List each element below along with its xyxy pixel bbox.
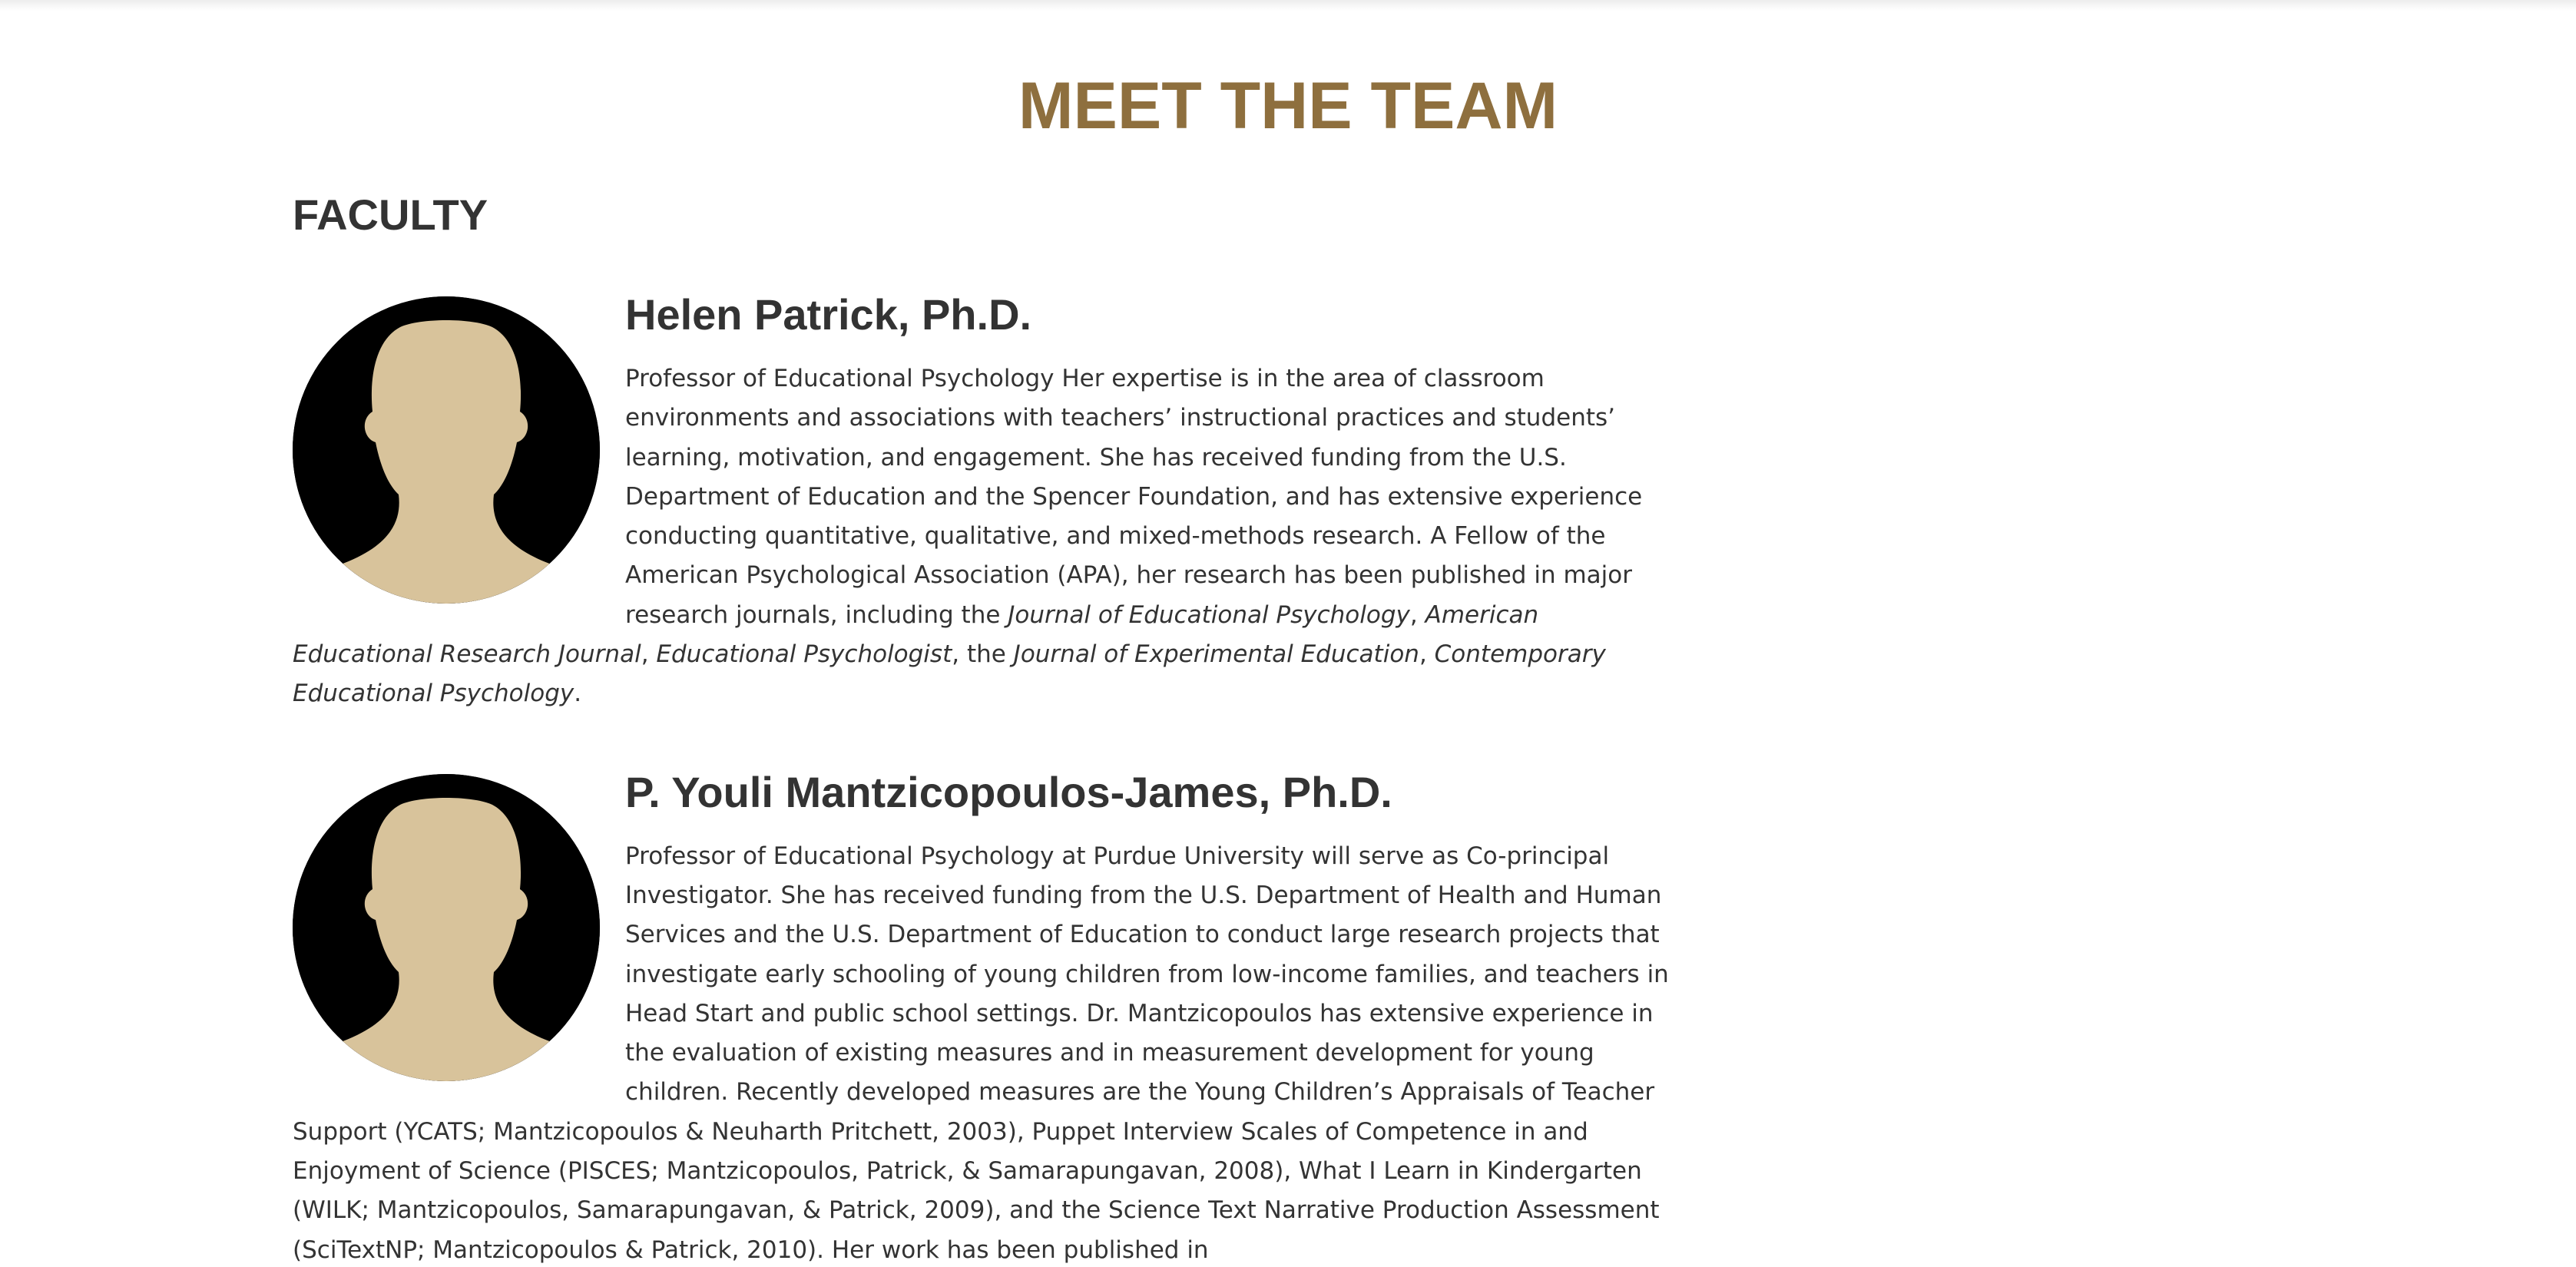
bio-journal-title: Journal of Experimental Education <box>1013 640 1419 669</box>
bio-text: , <box>641 640 657 669</box>
bio-text: . <box>574 680 582 708</box>
bio-journal-title: Journal of Educational Psychology <box>1008 600 1410 629</box>
faculty-heading: FACULTY <box>293 190 488 239</box>
member-name: P. Youli Mantzicopoulos-James, Ph.D. <box>625 767 1392 816</box>
user-silhouette-icon <box>293 296 600 604</box>
user-silhouette-icon <box>293 774 600 1081</box>
bio-text: , <box>1419 640 1435 669</box>
main-content <box>293 184 1683 1267</box>
team-member-card <box>293 287 1683 714</box>
member-bio: Professor of Educational Psychology at Purdue University will serve as Co-principal Investigator. She has received funding from the U.S. Department of Health and Human Services and the U.S. Department of Education to conduct large research projects that investigate early schooling of young children from low-income families, and teachers in Head Start and public school settings. Dr. Mantzicopoulos has extensive experience in the evaluation of existing measures and in measurement development for young children. Recently developed measures are the Young Children’s Appraisals of Teacher Support (YCATS; Mantzicopoulos & Neuharth Pritchett, 2003), Puppet Interview Scales of Competence in and Enjoyment of Science (PISCES; Mantzicopoulos, Patrick, & Samarapungavan, 2008), What I Learn in Kindergarten (WILK; Mantzicopoulos, Samarapungavan, & Patrick, 2009), and the Science Text Narrative Production Assessment (SciTextNP; Mantzicopoulos & Patrick, 2010). Her work has been published in <box>293 842 1669 1264</box>
bio-text: , the <box>952 640 1014 669</box>
header-shadow <box>0 0 2576 11</box>
bio-text: Professor of Educational Psychology Her expertise is in the area of classroom environments and associations with teachers’ instructional practices and students’ learning, motivation, and engagement. She has received funding from the U.S. Department of Education and the Spencer Foundation, and has extensive experience conducting quantitative, qualitative, and mixed-methods research. A Fellow of the American Psychological Association (APA), her research has been published in major research journals, including the <box>625 365 1643 629</box>
page-title: MEET THE TEAM <box>1018 69 1558 143</box>
bio-journal-title: Educational Psychologist <box>656 640 952 669</box>
team-member-card <box>293 765 1683 1267</box>
member-name: Helen Patrick, Ph.D. <box>625 290 1032 339</box>
bio-journal-title: Contemporary Educational Psychology <box>293 640 1606 708</box>
bio-text: , <box>1409 600 1425 629</box>
bio-journal-title: American Educational Research Journal <box>293 600 1539 669</box>
